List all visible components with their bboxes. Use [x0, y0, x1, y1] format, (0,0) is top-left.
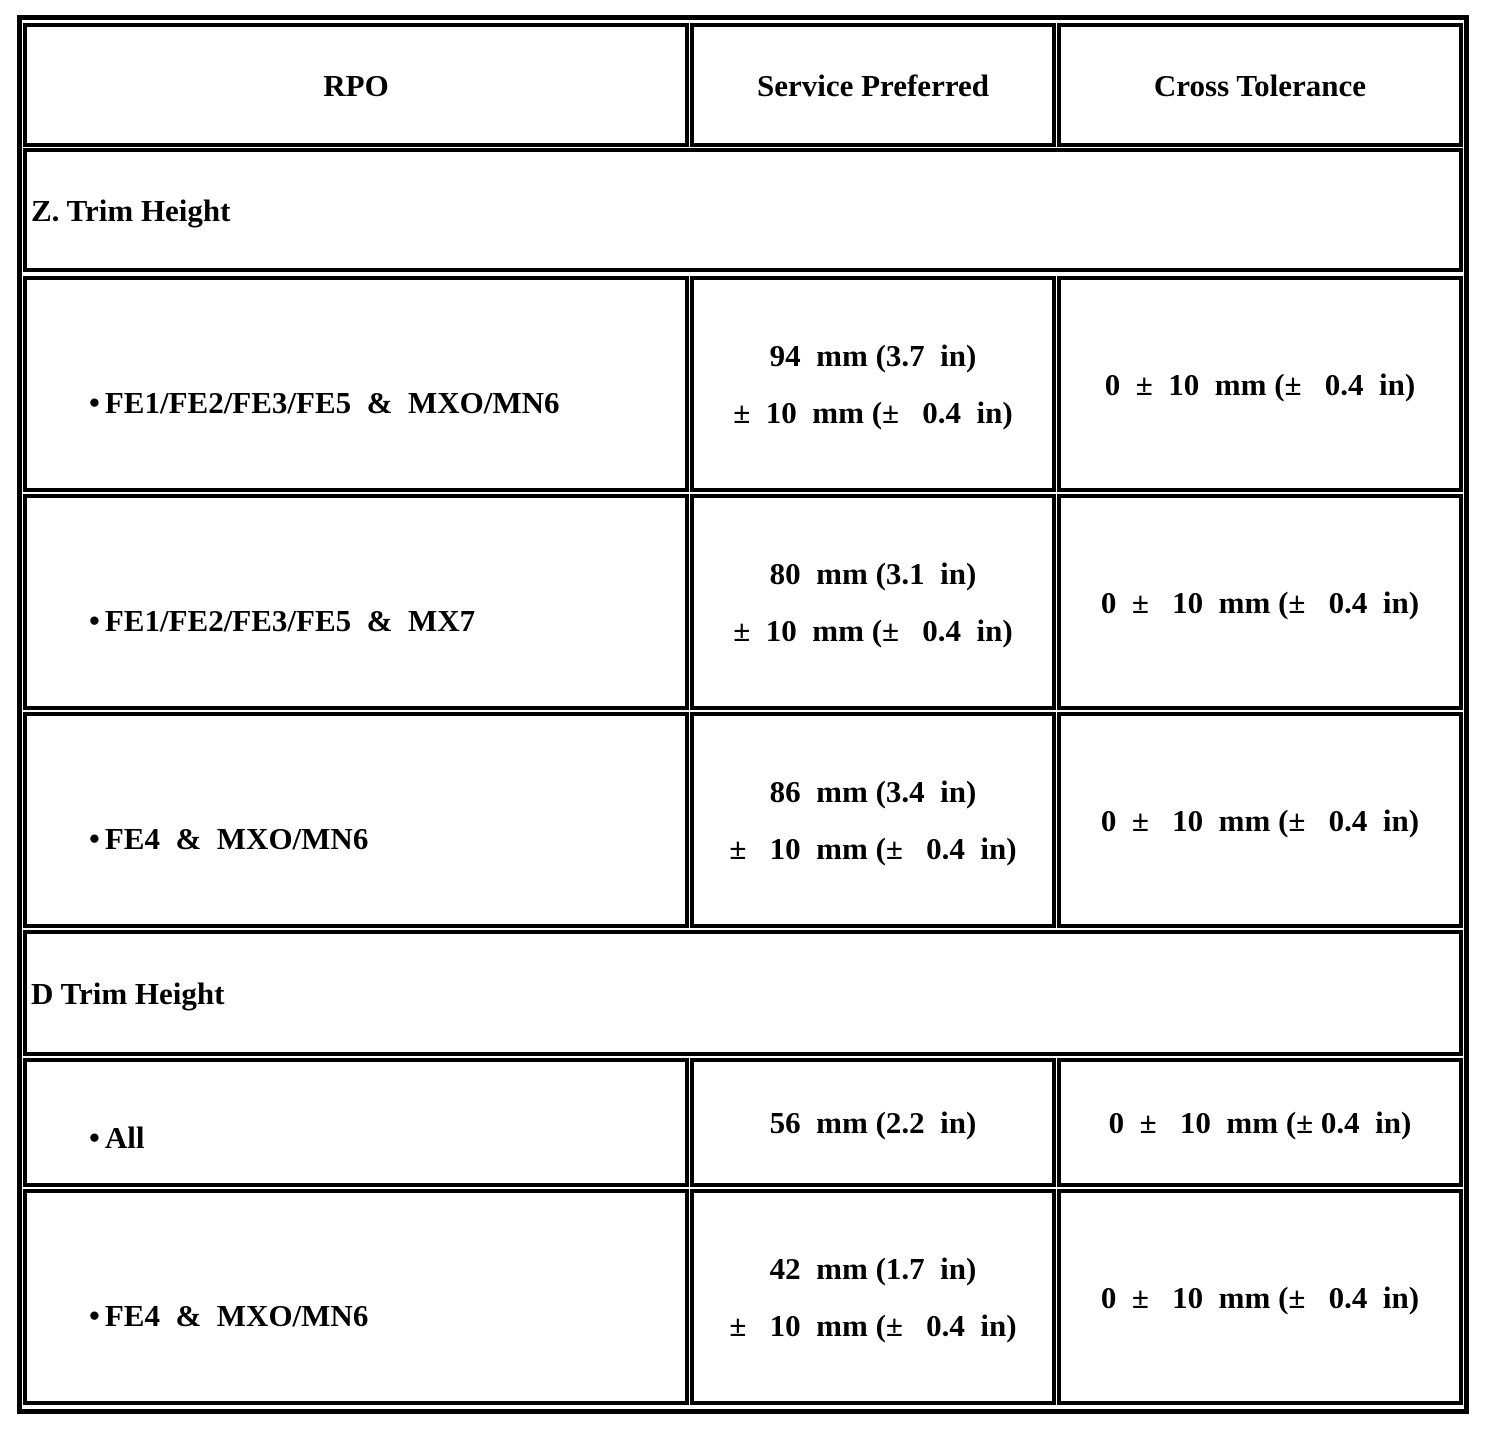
- section-title-d-trim-height: [23, 930, 1463, 1056]
- service-preferred-value: 94 mm (3.7 in): [769, 338, 977, 373]
- bullet-icon: •: [89, 384, 100, 420]
- rpo-cell: [23, 1058, 689, 1187]
- service-preferred-tolerance: ± 10 mm (± 0.4 in): [733, 613, 1013, 648]
- header-rpo-label: RPO: [323, 67, 389, 103]
- rpo-cell: [23, 276, 689, 492]
- rpo-label: FE4 & MXO/MN6: [104, 820, 369, 856]
- bullet-icon: •: [89, 602, 100, 638]
- service-preferred-value: 86 mm (3.4 in): [769, 774, 977, 809]
- header-rpo: [23, 23, 689, 147]
- cross-tolerance-cell: [1057, 712, 1463, 928]
- cross-tolerance-value: 0 ± 10 mm (± 0.4 in): [1104, 366, 1416, 402]
- cross-tolerance-value: 0 ± 10 mm (± 0.4 in): [1100, 802, 1420, 838]
- service-preferred-cell: [690, 1058, 1056, 1187]
- cross-tolerance-value: 0 ± 10 mm (± 0.4 in): [1108, 1105, 1412, 1140]
- service-preferred-cell: [690, 276, 1056, 492]
- rpo-label: FE1/FE2/FE3/FE5 & MX7: [104, 602, 476, 638]
- service-preferred-tolerance: ± 10 mm (± 0.4 in): [733, 395, 1013, 430]
- section-title-label: Z. Trim Height: [31, 192, 231, 228]
- service-preferred-value: 80 mm (3.1 in): [769, 556, 977, 591]
- service-preferred-cell: [690, 712, 1056, 928]
- header-cross-tolerance: [1057, 23, 1463, 147]
- cross-tolerance-cell: [1057, 1189, 1463, 1405]
- service-preferred-cell: [690, 494, 1056, 710]
- bullet-icon: •: [89, 820, 100, 856]
- rpo-label: FE4 & MXO/MN6: [104, 1297, 369, 1333]
- service-preferred-value: 56 mm (2.2 in): [769, 1105, 977, 1140]
- service-preferred-tolerance: ± 10 mm (± 0.4 in): [729, 831, 1017, 866]
- header-service-preferred-label: Service Preferred: [756, 67, 990, 103]
- cross-tolerance-cell: [1057, 1058, 1463, 1187]
- header-service-preferred: [690, 23, 1056, 147]
- cross-tolerance-cell: [1057, 494, 1463, 710]
- header-cross-tolerance-label: Cross Tolerance: [1153, 67, 1367, 103]
- cross-tolerance-value: 0 ± 10 mm (± 0.4 in): [1100, 584, 1420, 620]
- service-preferred-value: 42 mm (1.7 in): [769, 1251, 977, 1286]
- rpo-cell: [23, 712, 689, 928]
- rpo-cell: [23, 1189, 689, 1405]
- bullet-icon: •: [89, 1120, 100, 1155]
- cross-tolerance-value: 0 ± 10 mm (± 0.4 in): [1100, 1279, 1420, 1315]
- service-preferred-cell: [690, 1189, 1056, 1405]
- bullet-icon: •: [89, 1297, 100, 1333]
- service-preferred-tolerance: ± 10 mm (± 0.4 in): [729, 1308, 1017, 1343]
- cross-tolerance-cell: [1057, 276, 1463, 492]
- section-title-label: D Trim Height: [31, 975, 225, 1011]
- rpo-label: FE1/FE2/FE3/FE5 & MXO/MN6: [104, 384, 560, 420]
- rpo-label: All: [104, 1120, 145, 1155]
- rpo-cell: [23, 494, 689, 710]
- section-title-z-trim-height: [23, 148, 1463, 272]
